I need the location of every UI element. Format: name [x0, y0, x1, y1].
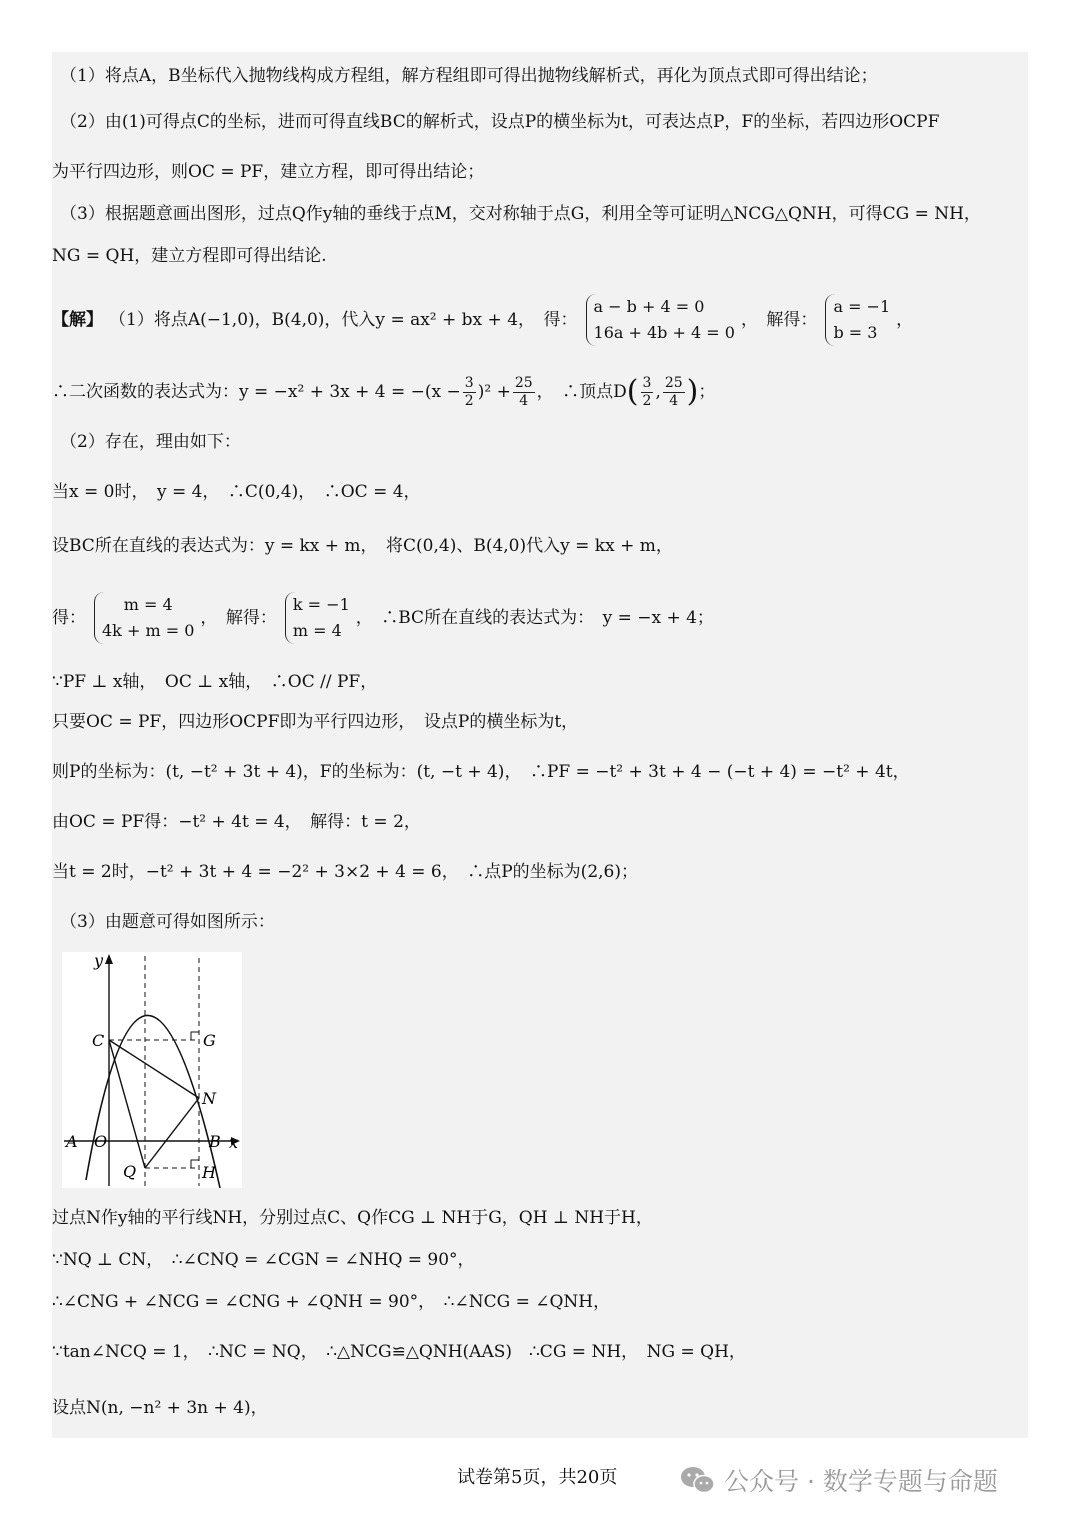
right-angle-mark [191, 1032, 199, 1040]
text-line: ∵tan∠NCQ = 1， ∴NC = NQ， ∴△NCG≌△QNH(AAS) ∴CG = NH， NG = QH， [52, 1342, 746, 1362]
watermark [680, 1462, 998, 1498]
label-Q: Q [123, 1162, 137, 1181]
equation: m = 4 [292, 621, 342, 640]
label-N: N [202, 1089, 216, 1108]
label-y: y [94, 952, 104, 970]
solution-part1 [52, 292, 1028, 348]
text-segment: 得： [52, 608, 86, 628]
label-H: H [202, 1163, 216, 1182]
label-C: C [92, 1031, 105, 1050]
text-line: （3）由题意可得如图所示： [60, 912, 275, 932]
text-line: 当t = 2时，−t² + 3t + 4 = −2² + 3×2 + 4 = 6， ∴点P的坐标为(2,6)； [52, 862, 638, 882]
text-line: 设BC所在直线的表达式为：y = kx + m， 将C(0,4)、B(4,0)代入y = kx + m， [52, 536, 673, 556]
text-segment: ， ∴顶点D [536, 382, 627, 402]
watermark-text: 公众号 · 数学专题与命题 [724, 1467, 998, 1496]
parabola-diagram [62, 952, 242, 1188]
text-segment: ， 解得： [740, 310, 818, 330]
text-segment: （1）将点A(−1,0)，B(4,0)，代入y = ax² + bx + 4， 得： [109, 310, 578, 330]
text-line: ∴∠CNG + ∠NCG = ∠CNG + ∠QNH = 90°， ∴∠NCG = ∠QNH， [52, 1292, 611, 1312]
geometry-figure [62, 952, 242, 1188]
text-line: 设点N(n, −n² + 3n + 4)， [52, 1398, 268, 1418]
text-line: 过点N作y轴的平行线NH，分别过点C、Q作CG ⊥ NH于G，QH ⊥ NH于H， [52, 1208, 653, 1228]
vertex-form-line: ∴二次函数的表达式为：y = −x² + 3x + 4 = −(x − $\frac{3}{2}$ )² + $\frac{25}{4}$ ， ∴顶点D ( $\frac{3}{2}$ , $\frac{25}{4}$ ) ； [52, 374, 716, 409]
denominator: 2 [642, 392, 652, 409]
text-line: 只要OC = PF，四边形OCPF即为平行四边形， 设点P的横坐标为t， [52, 712, 579, 732]
equation: b = 3 [833, 323, 878, 342]
text-line: 当x = 0时， y = 4， ∴C(0,4)， ∴OC = 4， [52, 482, 421, 502]
label-B: B [209, 1132, 221, 1151]
solution-system [825, 294, 890, 346]
segment-QN [145, 1098, 199, 1168]
text-segment: ； [698, 382, 716, 402]
label-A: A [66, 1132, 78, 1151]
text-line: （2）由(1)可得点C的坐标，进而可得直线BC的解析式，设点P的横坐标为t，可表达点P，F的坐标，若四边形OCPF [60, 112, 940, 132]
equation: k = −1 [292, 595, 350, 614]
numerator: 3 [642, 374, 652, 391]
text-segment: )² + [477, 382, 511, 402]
text-line: （2）存在，理由如下： [60, 432, 241, 452]
text-line: NG = QH，建立方程即可得出结论. [52, 246, 327, 266]
text-line: 则P的坐标为：(t, −t² + 3t + 4)，F的坐标为：(t, −t + 4)， ∴PF = −t² + 3t + 4 − (−t + 4) = −t² + 4t， [52, 762, 910, 782]
fraction [663, 375, 685, 410]
numerator: 25 [664, 374, 683, 391]
wechat-icon [680, 1465, 716, 1495]
equation: a = −1 [833, 297, 891, 316]
fraction [513, 375, 535, 410]
text-line: ∵PF ⊥ x轴， OC ⊥ x轴， ∴OC // PF， [52, 672, 378, 692]
equation-system [94, 592, 194, 644]
equation-system [586, 294, 735, 346]
numerator: 3 [464, 374, 474, 391]
numerator: 25 [514, 374, 533, 391]
solution-system [285, 592, 350, 644]
y-axis-arrow [105, 954, 113, 964]
fraction [463, 375, 476, 410]
fraction [641, 375, 654, 410]
text-line: （3）根据题意画出图形，过点Q作y轴的垂线于点M，交对称轴于点G，利用全等可证明△NCG△QNH，可得CG = NH， [60, 204, 981, 224]
equation: 4k + m = 0 [102, 621, 195, 640]
bc-solution-line [52, 590, 1028, 646]
document-page [52, 52, 1028, 1438]
denominator: 4 [519, 392, 529, 409]
denominator: 2 [464, 392, 474, 409]
text-segment: ， ∴BC所在直线的表达式为： y = −x + 4； [355, 608, 714, 628]
text-line: （1）将点A，B坐标代入抛物线构成方程组，解方程组即可得出抛物线解析式，再化为顶点式即可得出结论； [60, 66, 878, 86]
equation: a − b + 4 = 0 [593, 297, 705, 316]
label-O: O [94, 1132, 108, 1151]
text-line: ∵NQ ⊥ CN， ∴∠CNQ = ∠CGN = ∠NHQ = 90°， [52, 1250, 475, 1270]
parabola-curve [86, 1015, 220, 1188]
text-line: 为平行四边形，则OC = PF，建立方程，即可得出结论； [52, 162, 485, 182]
text-segment: ， 解得： [200, 608, 277, 628]
solution-label: 【解】 [52, 310, 103, 330]
text-segment: ， [896, 310, 914, 330]
equation: 16a + 4b + 4 = 0 [593, 323, 735, 342]
page-footer: 试卷第5页，共20页 [457, 1467, 618, 1488]
label-G: G [203, 1031, 216, 1050]
text-line: 由OC = PF得：−t² + 4t = 4， 解得：t = 2， [52, 812, 421, 832]
equation: m = 4 [123, 595, 173, 614]
text-segment: ∴二次函数的表达式为：y = −x² + 3x + 4 = −(x − [52, 382, 461, 402]
right-angle-mark [191, 1160, 199, 1168]
denominator: 4 [669, 392, 679, 409]
label-x: x [229, 1133, 239, 1152]
